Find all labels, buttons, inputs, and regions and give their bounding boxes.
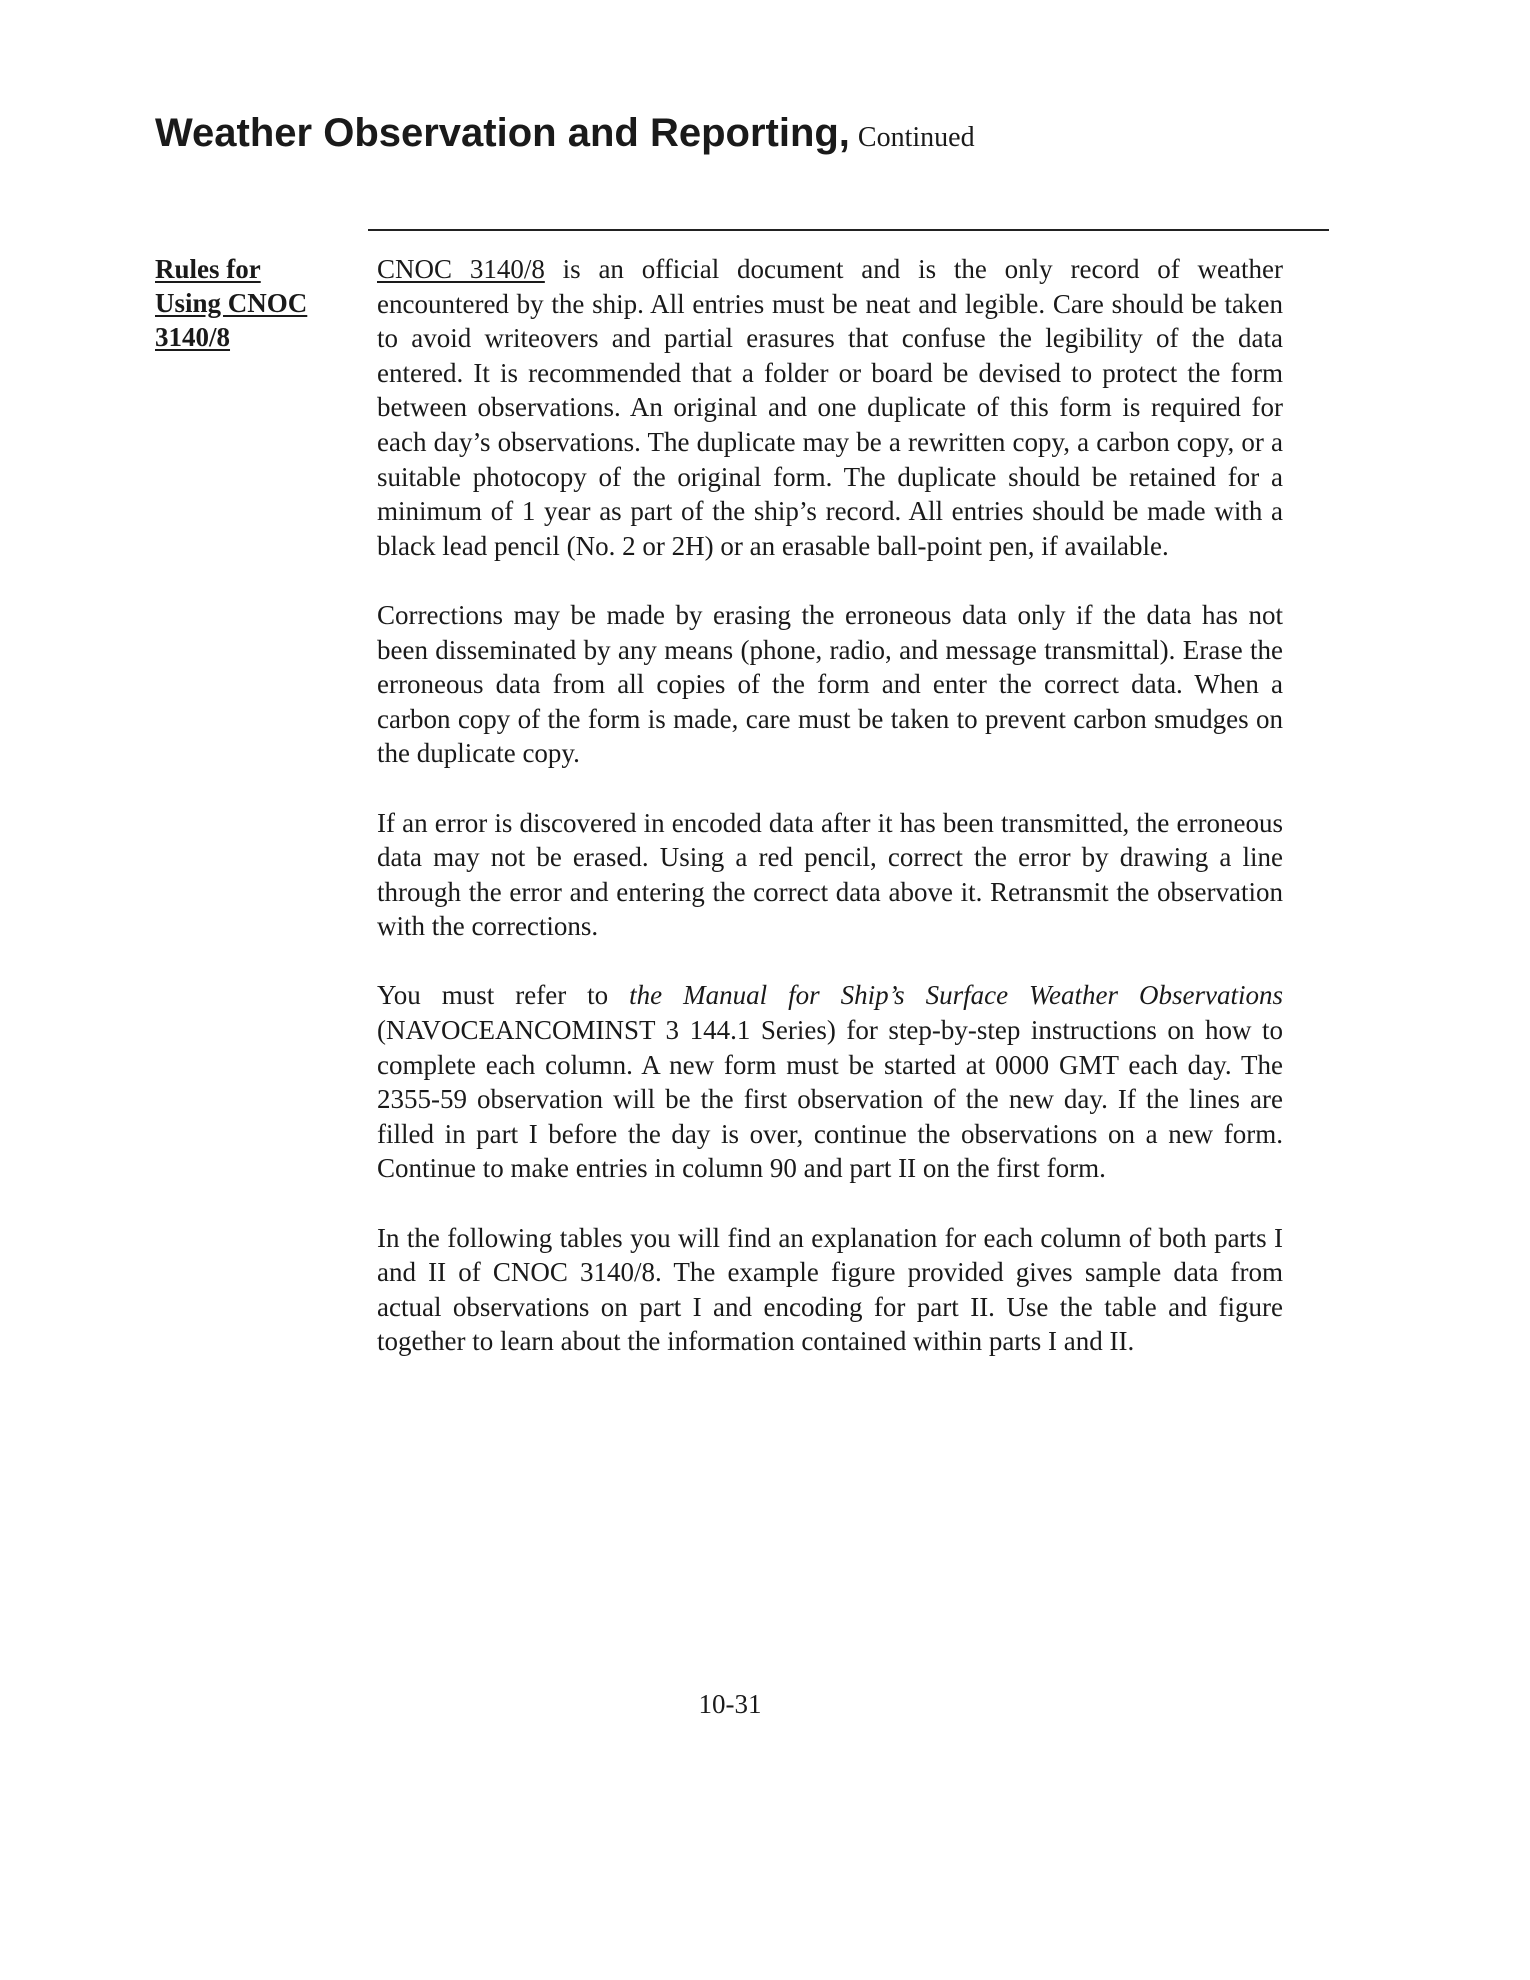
page-title-continued: Continued bbox=[857, 122, 975, 153]
section-heading-line-3: 3140/8 bbox=[155, 322, 231, 352]
paragraph-5: In the following tables you will find an explanation for each column of both parts I and II of CNOC 3140/8. The example figure provided gives sample data from actual observations on part I and encoding for part II. Use the table and figure together to learn about the information contained within parts I and II. bbox=[377, 1222, 1283, 1357]
paragraph-4-suffix: (NAVOCEANCOMINST 3 144.1 Series) for step-by-step instructions on how to complete each column. A new form must be started at 0000 GMT each day. The 2355-59 observation will be the first observation of the new day. If the lines are filled in part I before the day is over, continue the observations on a new form. Continue to make entries in column 90 and part II on the first form. bbox=[377, 1015, 1283, 1184]
manual-title: the Manual for Ship’s Surface Weather Observations bbox=[629, 980, 1284, 1011]
paragraph-1-text: is an official document and is the only record of weather encountered by the ship. All entries must be neat and legible. Care should be taken to avoid writeovers and partial erasures that confuse the legibility of the data entered. It is recommended that a folder or board be devised to protect the form between observations. An original and one duplicate of this form is required for each day’s observations. The duplicate may be a rewritten copy, a carbon copy, or a suitable photocopy of the original form. The duplicate should be retained for a minimum of 1 year as part of the ship’s record. All entries should be made with a black lead pencil (No. 2 or 2H) or an erasable ball-point pen, if available. bbox=[377, 254, 1283, 561]
paragraph-2: Corrections may be made by erasing the erroneous data only if the data has not been disseminated by any means (phone, radio, and message transmittal). Erase the erroneous data from all copies of the form and enter the correct data. When a carbon copy of the form is made, care must be taken to prevent carbon smudges on the duplicate copy. bbox=[377, 599, 1283, 769]
section-divider bbox=[368, 229, 1329, 231]
paragraph-3: If an error is discovered in encoded data after it has been transmitted, the erroneous data may not be erased. Using a red pencil, correct the error by drawing a line through the error and entering the correct data above it. Retransmit the observation with the corrections. bbox=[377, 807, 1283, 942]
page-title bbox=[155, 113, 975, 153]
page-title-main: Weather Observation and Reporting, bbox=[155, 111, 850, 155]
section-body bbox=[377, 252, 1283, 1394]
paragraph-1 bbox=[377, 252, 1283, 563]
page-number: 10-31 bbox=[698, 1689, 762, 1719]
cnoc-form-reference: CNOC 3140/8 bbox=[377, 254, 545, 284]
paragraph-4 bbox=[377, 978, 1283, 1186]
section-heading-line-2: Using CNOC bbox=[155, 288, 308, 318]
section-heading bbox=[155, 252, 345, 354]
section-heading-line-1: Rules for bbox=[155, 254, 261, 284]
paragraph-4-prefix: You must refer to bbox=[377, 980, 630, 1011]
